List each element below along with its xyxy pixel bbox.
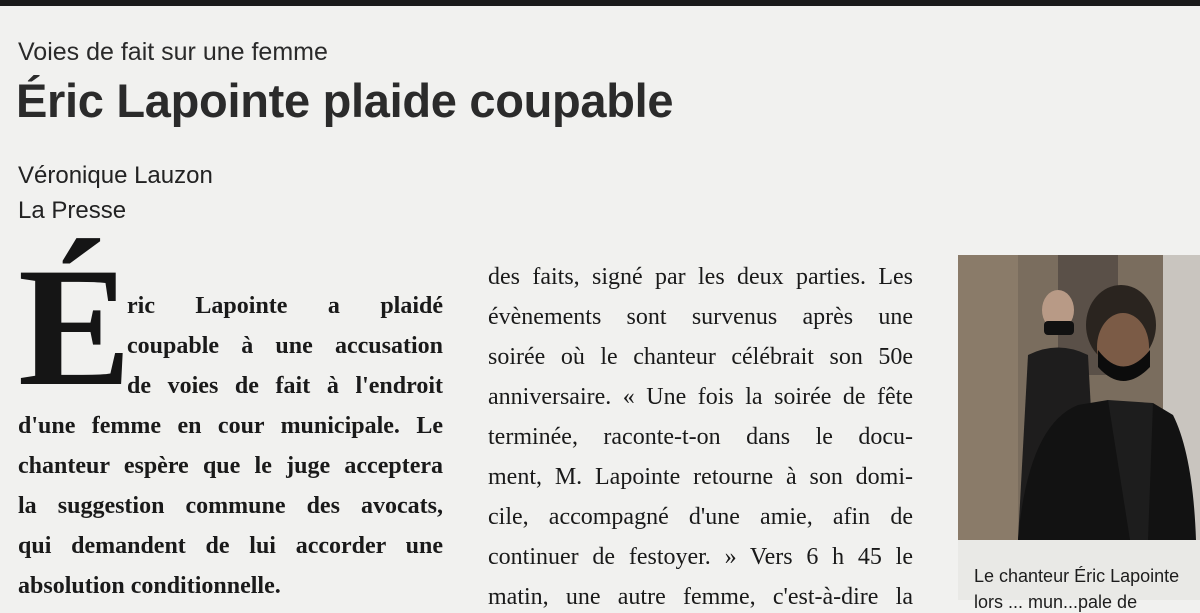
- photo-caption: [958, 540, 1200, 612]
- body-line: ment, M. Lapointe retourne à son domi-: [488, 464, 913, 490]
- drop-cap: É: [18, 233, 132, 421]
- body-line: qui demandent de lui accorder une: [18, 533, 443, 559]
- article-kicker: Voies de fait sur une femme: [18, 38, 328, 66]
- body-line: continuer de festoyer. » Vers 6 h 45 le: [488, 544, 913, 570]
- body-line: chanteur espère que le juge acceptera: [18, 453, 443, 479]
- singer-photo-illustration: [958, 255, 1200, 540]
- author-name: Véronique Lauzon: [18, 162, 213, 189]
- body-line: terminée, raconte-t-on dans le docu-: [488, 424, 913, 450]
- body-line: de voies de fait à l'endroit: [127, 373, 443, 399]
- body-line: ric Lapointe a plaidé: [127, 293, 443, 319]
- caption-line: Le chanteur Éric Lapointe: [974, 566, 1180, 586]
- body-line: évènements sont survenus après une: [488, 304, 913, 330]
- caption-line: lors ... mun...pale de: [974, 592, 1138, 612]
- body-line: anniversaire. « Une fois la soirée de fête: [488, 384, 913, 410]
- top-rule: [0, 0, 1200, 6]
- body-line: absolution conditionnelle.: [18, 573, 281, 599]
- body-line: la suggestion commune des avocats,: [18, 493, 443, 519]
- publication-name: La Presse: [18, 197, 127, 224]
- body-line: matin, une autre femme, c'est-à-dire la: [488, 584, 913, 610]
- body-line: cile, accompagné d'une amie, afin de: [488, 504, 913, 530]
- body-line: coupable à une accusation: [127, 333, 443, 359]
- body-line: d'une femme en cour municipale. Le: [18, 413, 443, 439]
- byline: [18, 158, 213, 228]
- article-headline: Éric Lapointe plaide coupable: [16, 74, 674, 127]
- body-line: soirée où le chanteur célébrait son 50e: [488, 344, 913, 370]
- body-line: des faits, signé par les deux parties. Les: [488, 264, 913, 290]
- article-photo: [958, 255, 1200, 540]
